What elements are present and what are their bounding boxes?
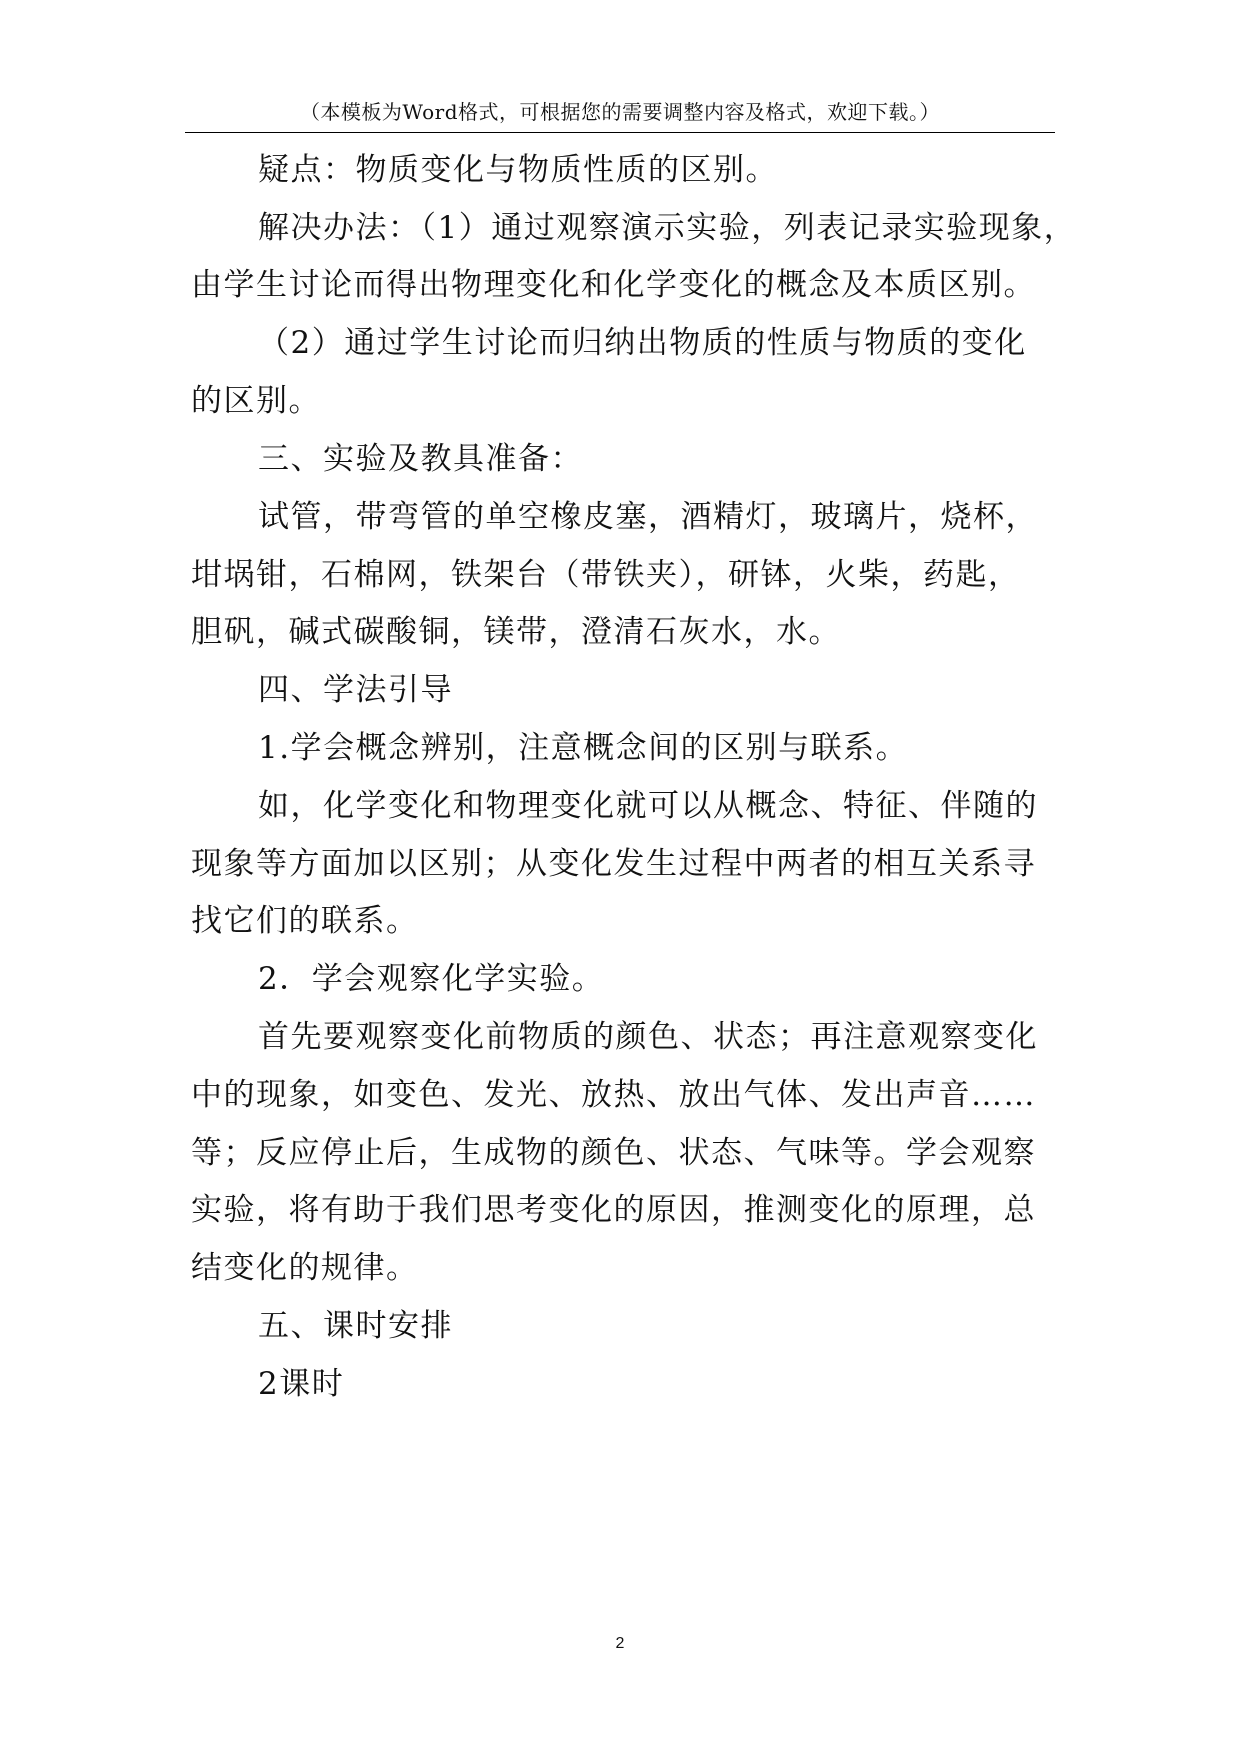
text-line: 首先要观察变化前物质的颜色、状态；再注意观察变化: [258, 1019, 1038, 1055]
header-divider: [185, 132, 1055, 133]
text-line: （2）通过学生讨论而归纳出物质的性质与物质的变化: [258, 325, 1027, 361]
text-line: 2课时: [258, 1366, 345, 1402]
text-line: 实验，将有助于我们思考变化的原因，推测变化的原理，总: [191, 1192, 1036, 1228]
text-line: 2．学会观察化学实验。: [258, 961, 605, 997]
text-line: 现象等方面加以区别；从变化发生过程中两者的相互关系寻: [191, 846, 1036, 882]
text-line: 由学生讨论而得出物理变化和化学变化的概念及本质区别。: [191, 267, 1036, 303]
section-heading: 四、学法引导: [258, 672, 453, 708]
page-number: 2: [615, 1635, 625, 1652]
text-line: 结变化的规律。: [191, 1250, 419, 1286]
text-line: 等；反应停止后，生成物的颜色、状态、气味等。学会观察: [191, 1135, 1036, 1171]
text-line: 1.学会概念辨别，注意概念间的区别与联系。: [258, 730, 909, 766]
page-header: （本模板为Word格式，可根据您的需要调整内容及格式，欢迎下载。）: [299, 100, 941, 124]
text-line: 解决办法：（1）通过观察演示实验，列表记录实验现象，: [258, 210, 1077, 246]
text-line: 如，化学变化和物理变化就可以从概念、特征、伴随的: [258, 788, 1038, 824]
text-line: 胆矾，碱式碳酸铜，镁带，澄清石灰水，水。: [191, 614, 841, 650]
text-line: 中的现象，如变色、发光、放热、放出气体、发出声音……: [191, 1077, 1036, 1113]
section-heading: 三、实验及教具准备：: [258, 441, 583, 477]
text-line: 疑点：物质变化与物质性质的区别。: [258, 152, 778, 188]
text-line: 试管，带弯管的单空橡皮塞，酒精灯，玻璃片，烧杯，: [258, 499, 1038, 535]
section-heading: 五、课时安排: [258, 1308, 453, 1344]
text-line: 找它们的联系。: [191, 903, 419, 939]
text-line: 坩埚钳，石棉网，铁架台（带铁夹），研钵，火柴，药匙，: [191, 557, 1021, 593]
text-line: 的区别。: [191, 383, 321, 419]
